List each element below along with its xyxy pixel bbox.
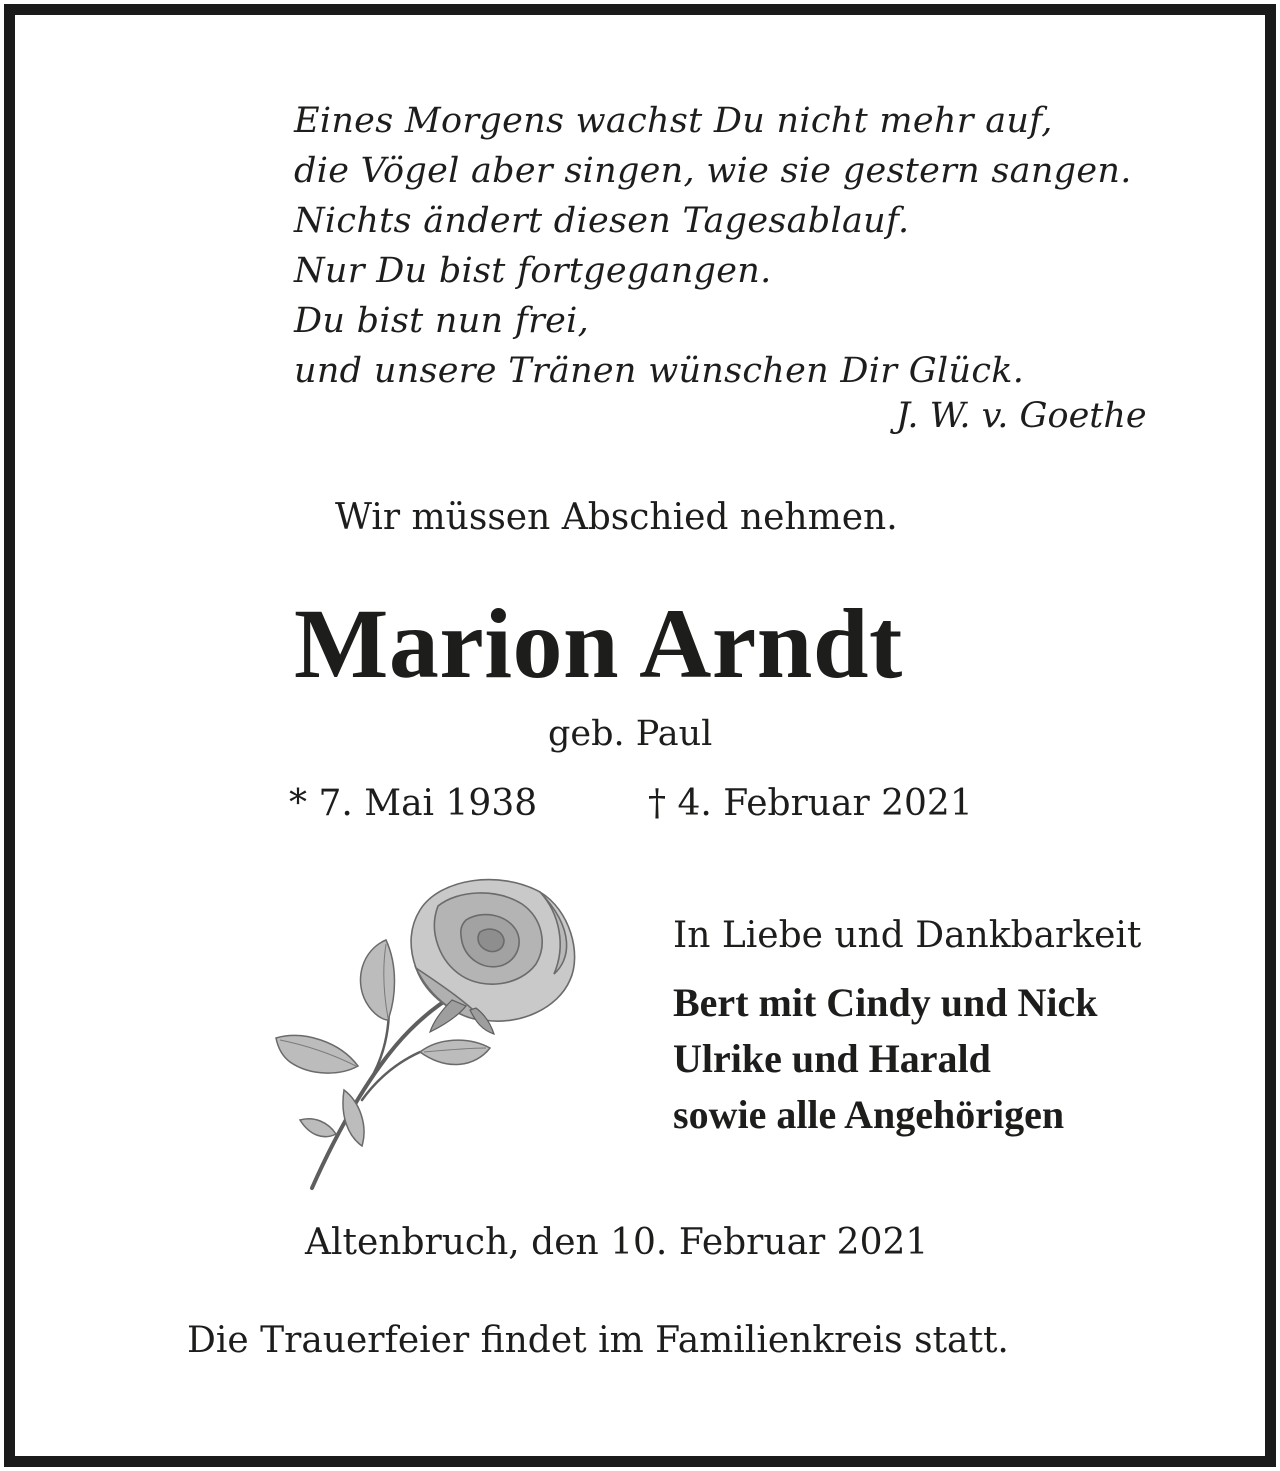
deceased-name: Marion Arndt [294, 588, 903, 699]
rose-icon [270, 870, 590, 1195]
thanks-intro: In Liebe und Dankbarkeit [673, 915, 1142, 956]
funeral-note: Die Trauerfeier findet im Familienkreis statt. [187, 1320, 1009, 1361]
death-date: † 4. Februar 2021 [648, 783, 973, 824]
place-date: Altenbruch, den 10. Februar 2021 [305, 1222, 929, 1263]
mourner-name: Ulrike und Harald [673, 1036, 991, 1081]
poem-line: und unsere Tränen wünschen Dir Glück. [294, 351, 1025, 391]
birth-date: * 7. Mai 1938 [289, 783, 538, 824]
mourner-name: sowie alle Angehörigen [673, 1092, 1065, 1137]
poem-line: Eines Morgens wachst Du nicht mehr auf, [294, 101, 1053, 141]
poem [294, 96, 1132, 396]
farewell-intro: Wir müssen Abschied nehmen. [335, 497, 898, 538]
poem-line: Nichts ändert diesen Tagesablauf. [294, 201, 910, 241]
poem-line: Nur Du bist fortgegangen. [294, 251, 772, 291]
poem-line: Du bist nun frei, [294, 301, 590, 341]
mourner-name: Bert mit Cindy und Nick [673, 980, 1098, 1025]
birth-name: geb. Paul [548, 714, 713, 754]
poem-line: die Vögel aber singen, wie sie gestern sangen. [294, 151, 1132, 191]
poem-author: J. W. v. Goethe [896, 396, 1147, 436]
